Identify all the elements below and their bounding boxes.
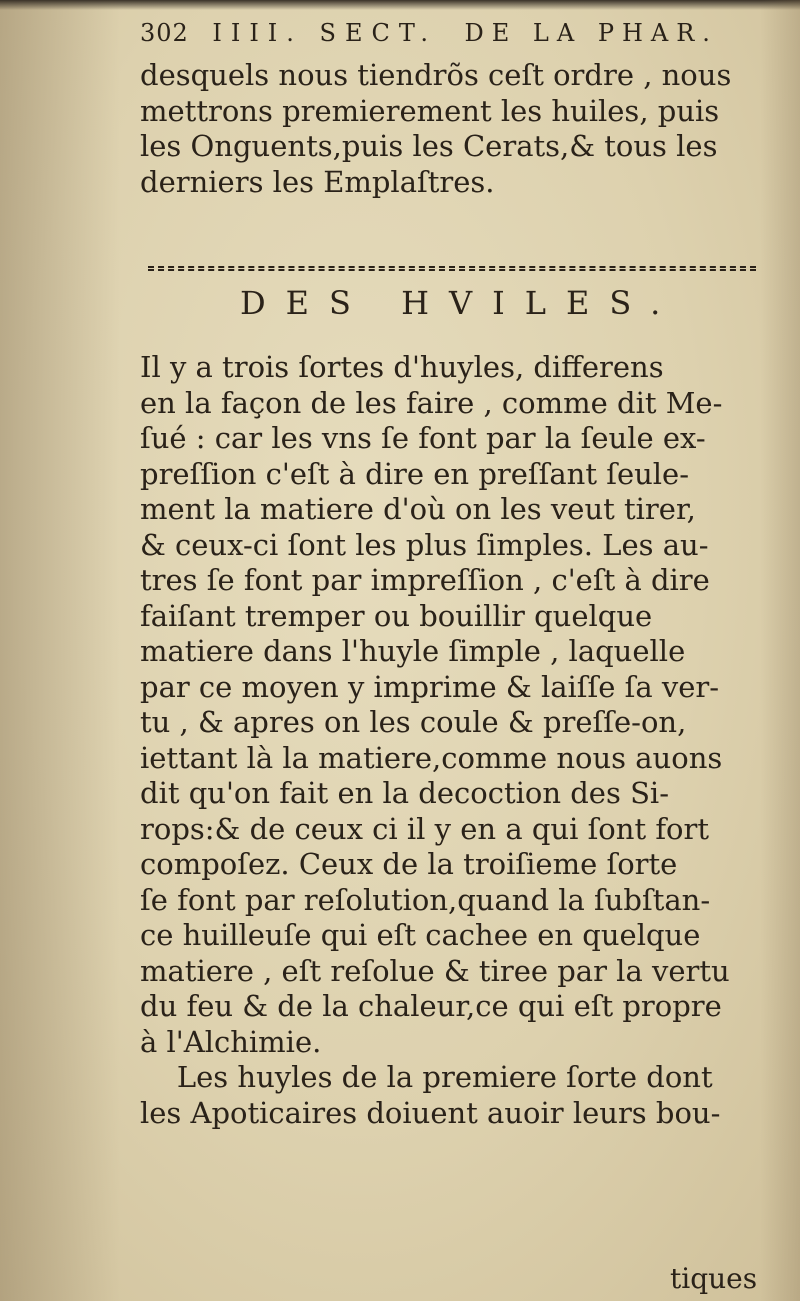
text-line: ce huilleuſe qui eſt cachee en quelque bbox=[140, 918, 701, 952]
catchword: tiques bbox=[670, 1262, 758, 1295]
text-line: tres ſe font par impreſſion , c'eſt à dire bbox=[140, 563, 710, 597]
text-line: en la façon de les faire , comme dit Me- bbox=[140, 385, 723, 420]
intro-paragraph bbox=[140, 58, 780, 200]
ornamental-rule bbox=[148, 266, 756, 271]
text-line: les Apoticaires doiuent auoir leurs bou- bbox=[140, 1095, 721, 1130]
text-line: tu , & apres on les coule & preſſe-on, bbox=[140, 705, 687, 739]
text-line: ſué : car les vns ſe font par la ſeule ex- bbox=[140, 421, 706, 455]
text-line: du feu & de la chaleur,ce qui eſt propre bbox=[140, 989, 722, 1023]
text-line: les Onguents,puis les Cerats,& tous les bbox=[140, 129, 718, 163]
page-top-shadow bbox=[0, 0, 800, 10]
body-paragraph bbox=[140, 350, 780, 1131]
text-line: ment la matiere d'où on les veut tirer, bbox=[140, 492, 696, 526]
text-line: derniers les Emplaſtres. bbox=[140, 164, 495, 199]
section-label: IIII. SECT. bbox=[212, 19, 437, 47]
text-line: preſſion c'eſt à dire en preſſant ſeule- bbox=[140, 456, 690, 491]
text-line: Les huyles de la premiere ſorte dont bbox=[140, 1060, 713, 1094]
text-line: desquels nous tiendrõs ceſt ordre , nous bbox=[140, 58, 732, 92]
text-line: compoſez. Ceux de la troiſieme ſorte bbox=[140, 847, 678, 881]
text-line: & ceux-ci ſont les plus ſimples. Les au- bbox=[140, 527, 709, 562]
running-title: DE LA PHAR. bbox=[464, 19, 718, 47]
text-line: matiere dans l'huyle ſimple , laquelle bbox=[140, 634, 686, 668]
text-line: faiſant tremper ou bouillir quelque bbox=[140, 598, 653, 633]
text-line: Il y a trois ſortes d'huyles, differens bbox=[140, 350, 664, 384]
text-line: matiere , eſt reſolue & tiree par la vertu bbox=[140, 953, 730, 988]
text-line: rops:& de ceux ci il y en a qui ſont fort bbox=[140, 811, 710, 846]
text-line: par ce moyen y imprime & laiſſe ſa ver- bbox=[140, 669, 720, 704]
text-line: mettrons premierement les huiles, puis bbox=[140, 93, 720, 128]
text-line: à l'Alchimie. bbox=[140, 1024, 322, 1059]
text-line: ſe font par reſolution,quand la ſubſtan- bbox=[140, 882, 711, 917]
text-line: iettant là la matiere,comme nous auons bbox=[140, 740, 723, 775]
text-line: dit qu'on fait en la decoction des Si- bbox=[140, 776, 670, 810]
section-heading: DES HVILES. bbox=[240, 284, 681, 322]
page-number: 302 bbox=[140, 19, 189, 47]
running-head bbox=[140, 14, 780, 54]
